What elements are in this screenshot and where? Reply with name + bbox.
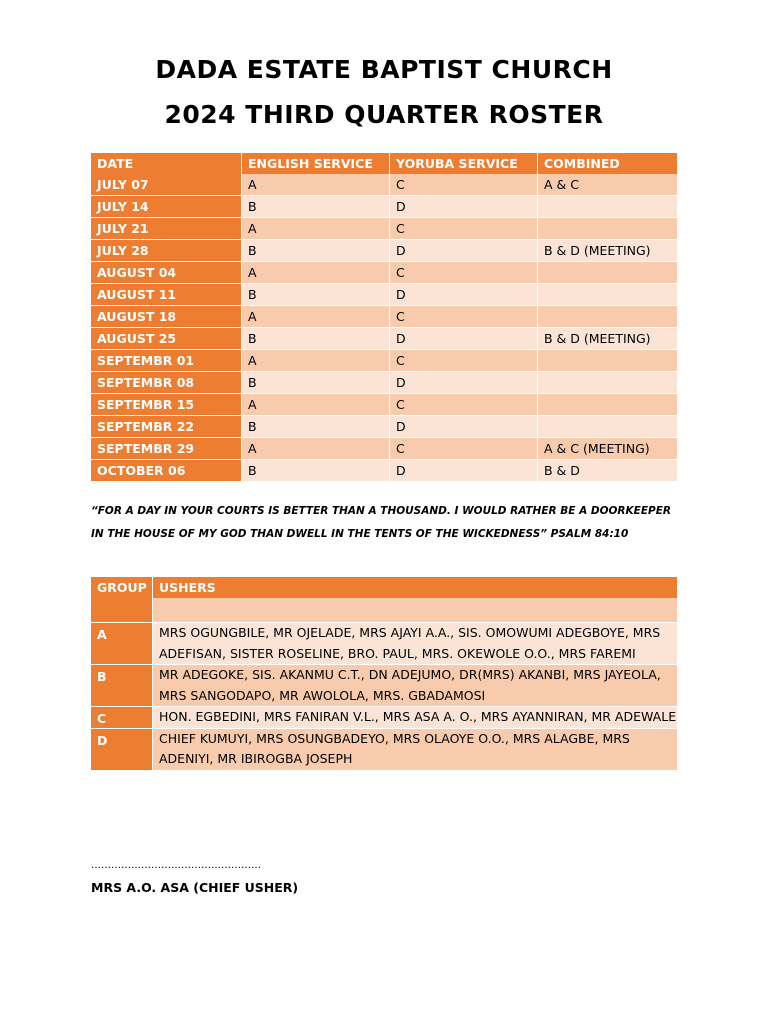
signature-line: …………………………………………… xyxy=(91,860,261,871)
usher-group-label: D xyxy=(91,728,153,770)
col-date-header: DATE xyxy=(91,153,242,174)
roster-english-cell: A xyxy=(242,306,390,328)
roster-date-cell: SEPTEMBR 29 xyxy=(91,438,242,460)
roster-row xyxy=(91,240,678,262)
roster-combined-cell: A & C xyxy=(538,174,678,196)
roster-yoruba-cell: D xyxy=(390,240,538,262)
roster-combined-cell xyxy=(538,284,678,306)
col-english-header: ENGLISH SERVICE xyxy=(242,153,390,174)
roster-yoruba-cell: D xyxy=(390,328,538,350)
roster-row xyxy=(91,460,678,482)
roster-combined-cell xyxy=(538,196,678,218)
col-combined-header: COMBINED xyxy=(538,153,678,174)
roster-yoruba-cell: D xyxy=(390,196,538,218)
usher-group-row xyxy=(91,623,678,665)
roster-yoruba-cell: C xyxy=(390,174,538,196)
roster-english-cell: A xyxy=(242,350,390,372)
col-group-header: GROUP xyxy=(91,577,153,598)
roster-date-cell: AUGUST 18 xyxy=(91,306,242,328)
roster-row xyxy=(91,262,678,284)
ushers-body xyxy=(91,598,678,770)
roster-english-cell: B xyxy=(242,240,390,262)
roster-row xyxy=(91,196,678,218)
roster-date-cell: SEPTEMBR 08 xyxy=(91,372,242,394)
roster-row xyxy=(91,284,678,306)
usher-group-row xyxy=(91,728,678,770)
roster-english-cell: A xyxy=(242,438,390,460)
roster-combined-cell xyxy=(538,394,678,416)
col-ushers-header: USHERS xyxy=(153,577,678,598)
roster-title-heading: 2024 THIRD QUARTER ROSTER xyxy=(164,100,604,129)
roster-row xyxy=(91,328,678,350)
ushers-header-row xyxy=(91,577,678,598)
roster-row xyxy=(91,416,678,438)
roster-combined-cell xyxy=(538,262,678,284)
roster-date-cell: SEPTEMBR 15 xyxy=(91,394,242,416)
roster-row xyxy=(91,438,678,460)
usher-group-label: C xyxy=(91,707,153,729)
roster-yoruba-cell: C xyxy=(390,394,538,416)
roster-english-cell: B xyxy=(242,284,390,306)
roster-english-cell: A xyxy=(242,218,390,240)
roster-yoruba-cell: C xyxy=(390,218,538,240)
roster-english-cell: A xyxy=(242,394,390,416)
blank-names-cell xyxy=(153,598,678,623)
usher-names: HON. EGBEDINI, MRS FANIRAN V.L., MRS ASA A. O., MRS AYANNIRAN, MR ADEWALE xyxy=(153,707,678,729)
roster-english-cell: B xyxy=(242,196,390,218)
roster-combined-cell xyxy=(538,306,678,328)
roster-yoruba-cell: D xyxy=(390,284,538,306)
usher-names: MRS OGUNGBILE, MR OJELADE, MRS AJAYI A.A., SIS. OMOWUMI ADEGBOYE, MRS ADEFISAN, SISTER ROSELINE, BRO. PAUL, MRS. OKEWOLE O.O., MRS FAREMI xyxy=(153,623,678,665)
roster-header-row xyxy=(91,153,678,174)
roster-combined-cell xyxy=(538,350,678,372)
ushers-table xyxy=(91,577,678,771)
roster-date-cell: AUGUST 25 xyxy=(91,328,242,350)
roster-english-cell: B xyxy=(242,328,390,350)
roster-combined-cell xyxy=(538,218,678,240)
usher-group-row xyxy=(91,665,678,707)
roster-date-cell: AUGUST 04 xyxy=(91,262,242,284)
roster-row xyxy=(91,306,678,328)
roster-english-cell: B xyxy=(242,460,390,482)
roster-yoruba-cell: C xyxy=(390,350,538,372)
roster-combined-cell: B & D xyxy=(538,460,678,482)
roster-yoruba-cell: D xyxy=(390,460,538,482)
roster-yoruba-cell: D xyxy=(390,372,538,394)
roster-row xyxy=(91,372,678,394)
roster-row xyxy=(91,218,678,240)
roster-english-cell: A xyxy=(242,262,390,284)
roster-date-cell: JULY 28 xyxy=(91,240,242,262)
scripture-quote: “FOR A DAY IN YOUR COURTS IS BETTER THAN A THOUSAND. I WOULD RATHER BE A DOORKEEPER IN THE HOUSE OF MY GOD THAN DWELL IN THE TENTS OF THE WICKEDNESS” PSALM 84:10 xyxy=(91,505,671,540)
roster-date-cell: OCTOBER 06 xyxy=(91,460,242,482)
roster-yoruba-cell: D xyxy=(390,416,538,438)
roster-date-cell: SEPTEMBR 01 xyxy=(91,350,242,372)
roster-row xyxy=(91,394,678,416)
blank-group-cell xyxy=(91,598,153,623)
roster-row xyxy=(91,174,678,196)
roster-combined-cell: B & D (MEETING) xyxy=(538,240,678,262)
roster-date-cell: JULY 14 xyxy=(91,196,242,218)
roster-date-cell: SEPTEMBR 22 xyxy=(91,416,242,438)
roster-yoruba-cell: C xyxy=(390,306,538,328)
blank-row xyxy=(91,598,678,623)
roster-date-cell: JULY 07 xyxy=(91,174,242,196)
usher-group-label: A xyxy=(91,623,153,665)
roster-date-cell: AUGUST 11 xyxy=(91,284,242,306)
roster-table xyxy=(91,153,678,482)
usher-group-label: B xyxy=(91,665,153,707)
roster-yoruba-cell: C xyxy=(390,262,538,284)
roster-date-cell: JULY 21 xyxy=(91,218,242,240)
col-yoruba-header: YORUBA SERVICE xyxy=(390,153,538,174)
church-name-heading: DADA ESTATE BAPTIST CHURCH xyxy=(155,55,613,84)
roster-combined-cell: B & D (MEETING) xyxy=(538,328,678,350)
roster-combined-cell xyxy=(538,372,678,394)
roster-combined-cell: A & C (MEETING) xyxy=(538,438,678,460)
usher-group-row xyxy=(91,707,678,729)
roster-english-cell: B xyxy=(242,416,390,438)
usher-names: CHIEF KUMUYI, MRS OSUNGBADEYO, MRS OLAOYE O.O., MRS ALAGBE, MRS ADENIYI, MR IBIROGBA JOSEPH xyxy=(153,728,678,770)
roster-english-cell: B xyxy=(242,372,390,394)
roster-body xyxy=(91,174,678,482)
roster-english-cell: A xyxy=(242,174,390,196)
roster-combined-cell xyxy=(538,416,678,438)
roster-row xyxy=(91,350,678,372)
roster-yoruba-cell: C xyxy=(390,438,538,460)
usher-names: MR ADEGOKE, SIS. AKANMU C.T., DN ADEJUMO, DR(MRS) AKANBI, MRS JAYEOLA, MRS SANGODAPO, MR AWOLOLA, MRS. GBADAMOSI xyxy=(153,665,678,707)
signer-name: MRS A.O. ASA (CHIEF USHER) xyxy=(91,880,299,895)
